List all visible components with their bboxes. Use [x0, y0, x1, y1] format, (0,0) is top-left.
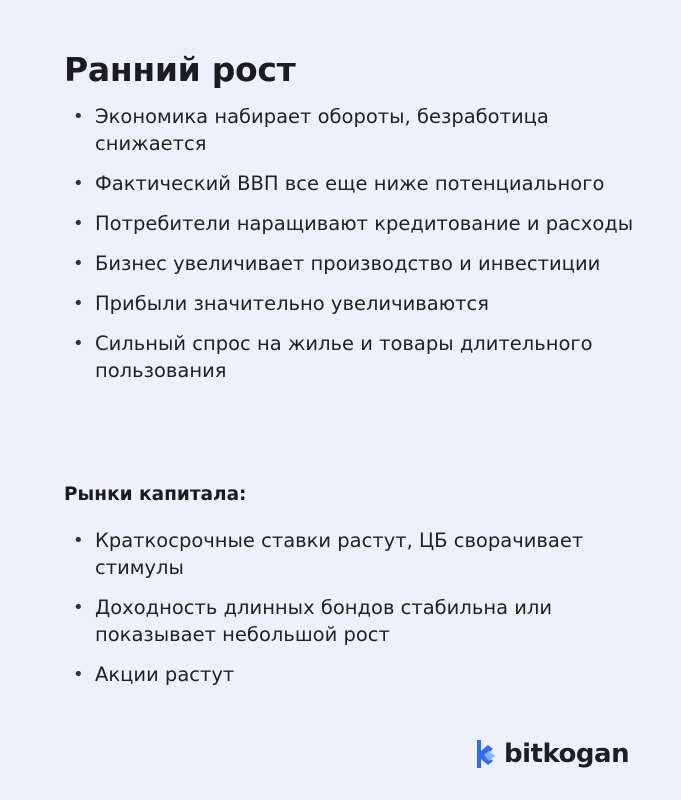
bullet-icon: • [73, 106, 84, 127]
list-item [73, 594, 653, 648]
bullet-icon: • [73, 213, 84, 234]
list-item-text: Прибыли значительно увеличиваются [95, 292, 489, 315]
markets-list [73, 527, 653, 701]
bullet-icon: • [73, 173, 84, 194]
bullet-icon: • [73, 253, 84, 274]
economy-list [73, 103, 653, 397]
brand-logo [474, 736, 629, 772]
list-item [73, 170, 653, 197]
page-title: Ранний рост [64, 50, 296, 89]
list-item-text: Потребители наращивают кредитование и расходы [95, 212, 634, 235]
list-item [73, 210, 653, 237]
list-item [73, 330, 653, 384]
list-item-text: Сильный спрос на жилье и товары длительного пользования [95, 332, 593, 382]
list-item [73, 103, 653, 157]
list-item-text: Экономика набирает обороты, безработица снижается [95, 105, 549, 155]
bitkogan-logo-icon [474, 738, 498, 770]
list-item-text: Акции растут [95, 663, 235, 686]
bullet-icon: • [73, 293, 84, 314]
list-item-text: Бизнес увеличивает производство и инвестиции [95, 252, 601, 275]
list-item [73, 250, 653, 277]
bullet-icon: • [73, 530, 84, 551]
bullet-icon: • [73, 664, 84, 685]
brand-name: bitkogan [504, 739, 630, 769]
list-item-text: Фактический ВВП все еще ниже потенциального [95, 172, 605, 195]
list-item-text: Доходность длинных бондов стабильна или показывает небольшой рост [95, 596, 553, 646]
bullet-icon: • [73, 333, 84, 354]
list-item [73, 661, 653, 688]
bullet-icon: • [73, 597, 84, 618]
list-item [73, 290, 653, 317]
list-item-text: Краткосрочные ставки растут, ЦБ сворачивает стимулы [95, 529, 584, 579]
list-item [73, 527, 653, 581]
section-heading: Рынки капитала: [64, 484, 247, 505]
